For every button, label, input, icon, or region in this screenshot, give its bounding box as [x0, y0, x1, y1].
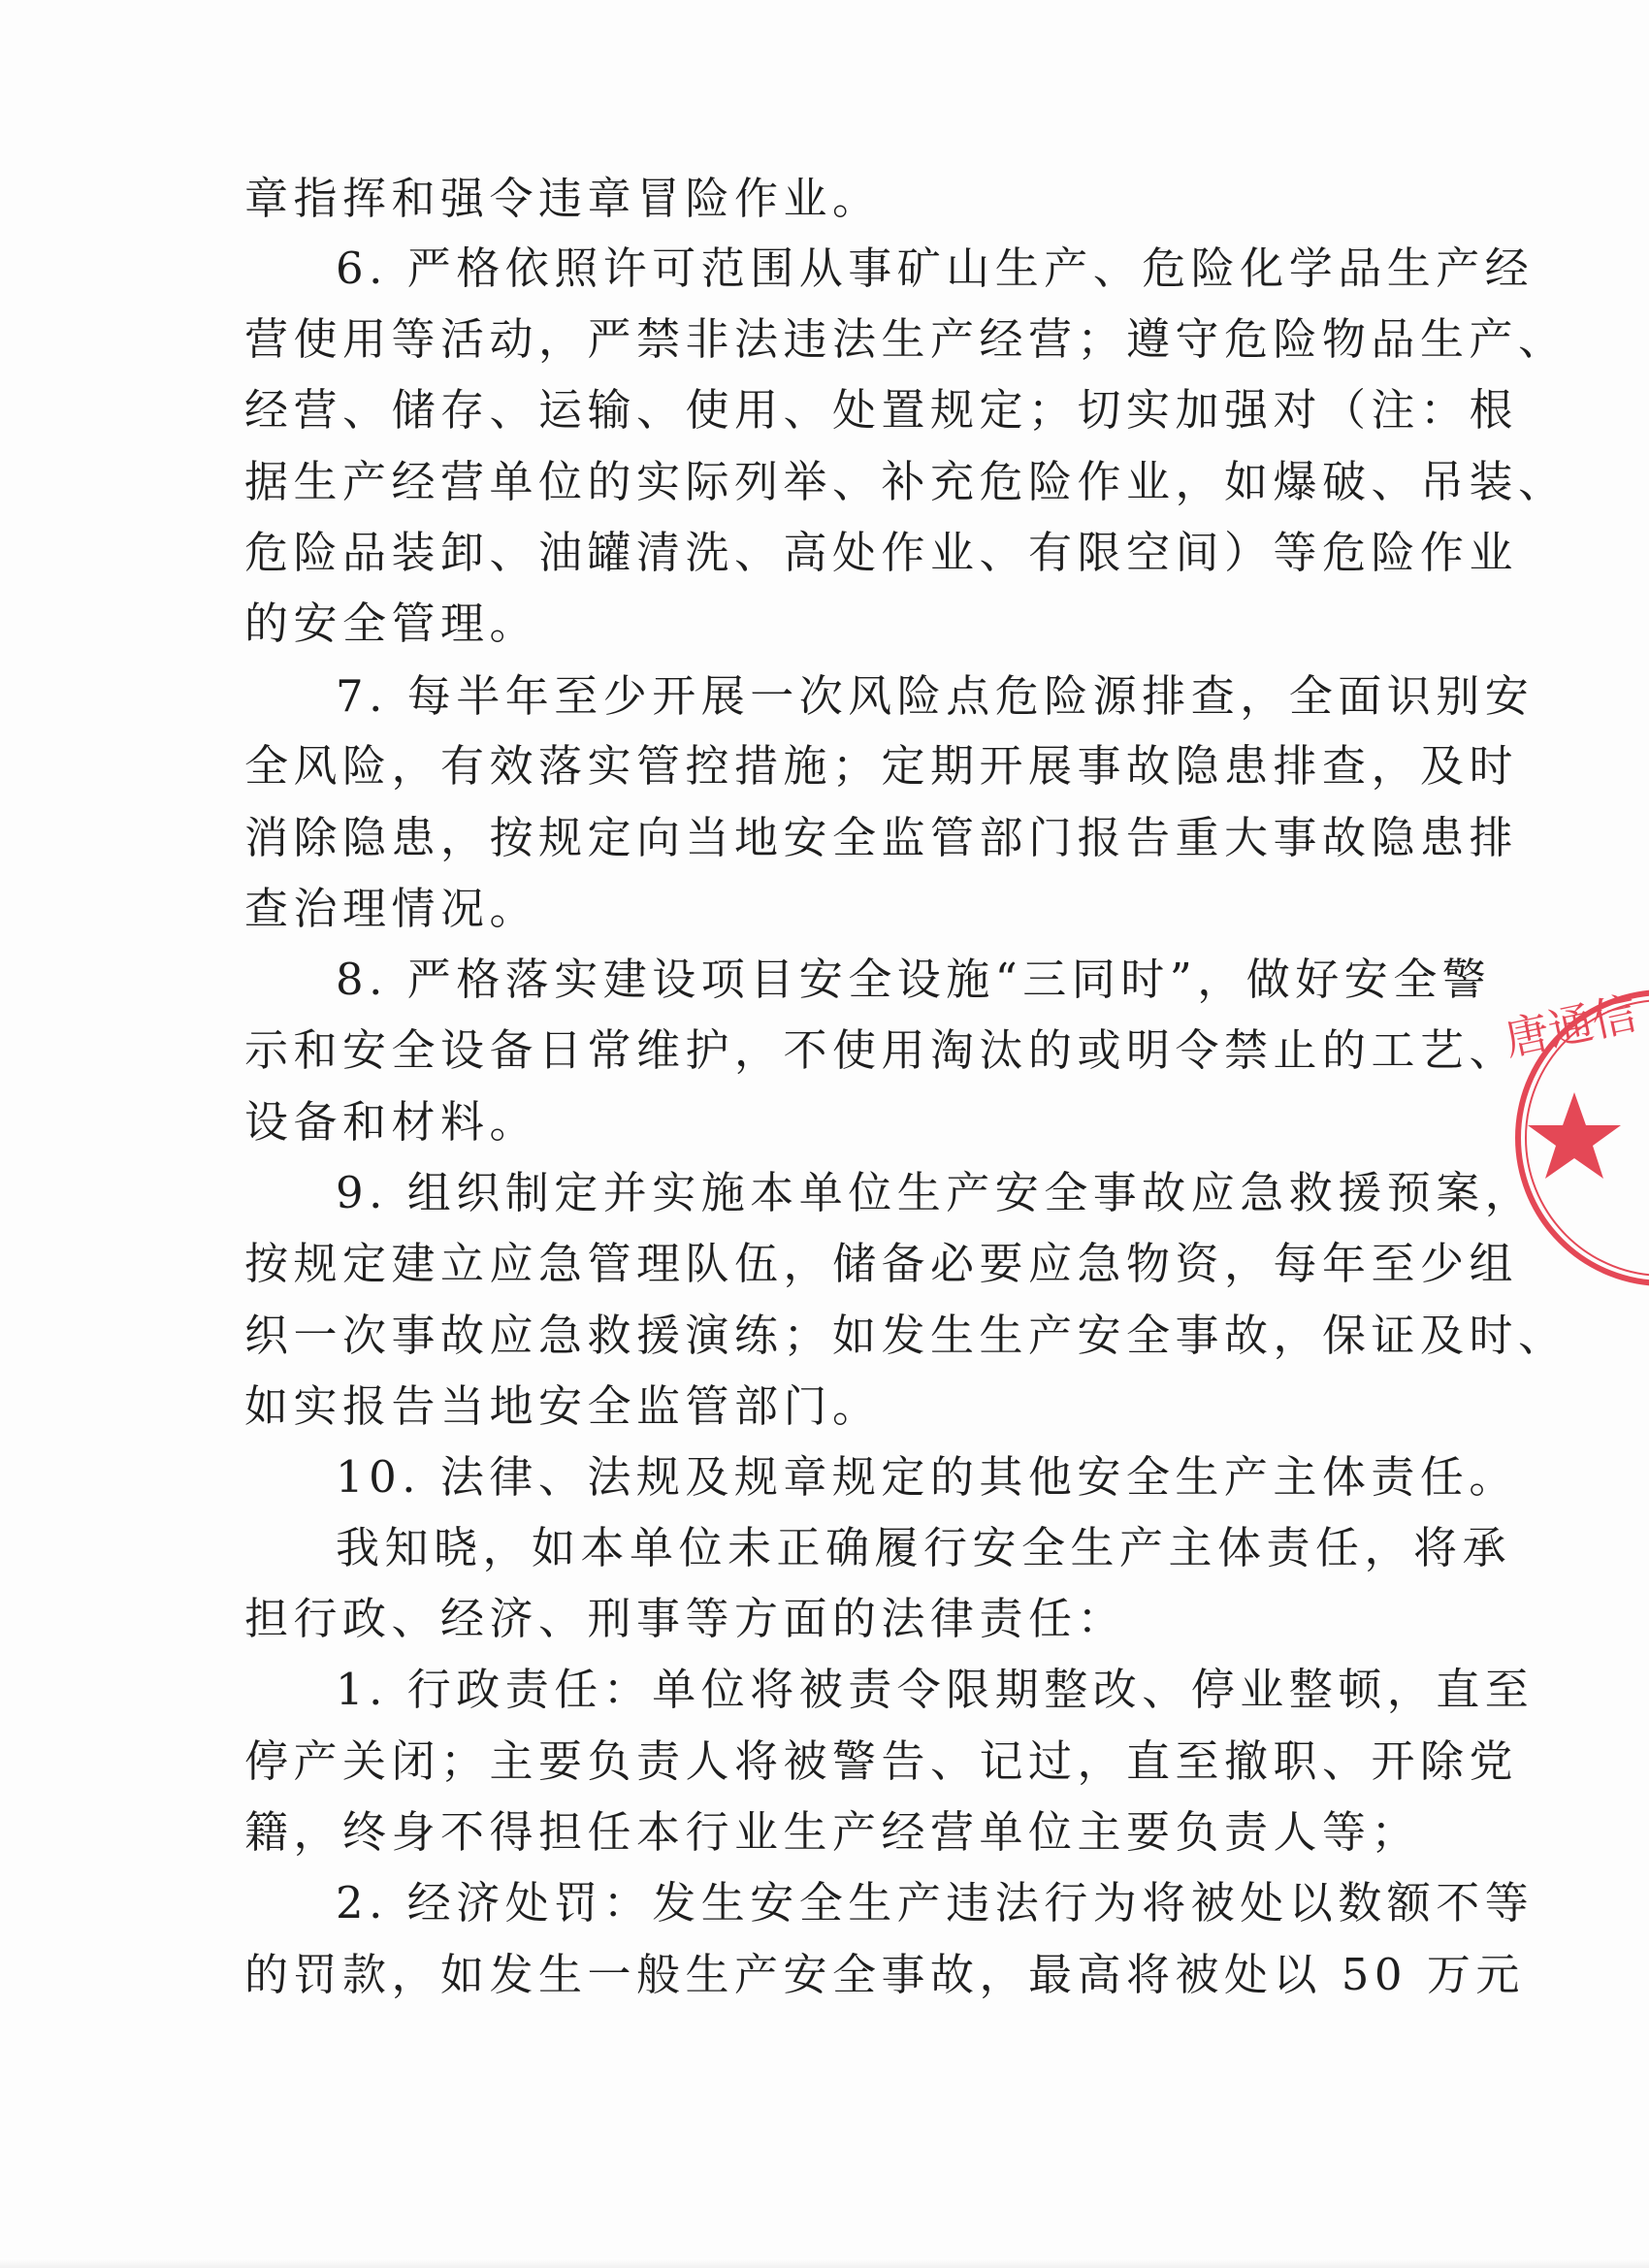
text-line: 据生产经营单位的实际列举、补充危险作业，如爆破、吊装、 [244, 456, 1568, 507]
text-line: 7. 每半年至少开展一次风险点危险源排查，全面识别安 [336, 670, 1535, 722]
text-line: 担行政、经济、刑事等方面的法律责任： [244, 1593, 1127, 1644]
text-line: 的罚款，如发生一般生产安全事故，最高将被处以 50 万元 [244, 1949, 1525, 2000]
text-line: 的安全管理。 [244, 598, 539, 649]
text-line: 9. 组织制定并实施本单位生产安全事故应急救援预案， [336, 1167, 1535, 1218]
seal-text: 唐通信 [1500, 987, 1642, 1066]
text-line: 消除隐患，按规定向当地安全监管部门报告重大事故隐患排 [244, 812, 1519, 863]
text-line: 危险品装卸、油罐清洗、高处作业、有限空间）等危险作业 [244, 527, 1519, 578]
text-line: 我知晓，如本单位未正确履行安全生产主体责任，将承 [336, 1522, 1512, 1573]
star-icon [1528, 1092, 1621, 1179]
text-line: 1. 行政责任：单位将被责令限期整改、停业整顿，直至 [336, 1664, 1535, 1715]
text-line: 2. 经济处罚：发生安全生产违法行为将被处以数额不等 [336, 1877, 1535, 1928]
official-seal [1474, 978, 1649, 1298]
text-line: 6. 严格依照许可范围从事矿山生产、危险化学品生产经 [336, 243, 1535, 294]
text-line: 10. 法律、法规及规章规定的其他安全生产主体责任。 [336, 1451, 1518, 1503]
text-line: 章指挥和强令违章冒险作业。 [244, 173, 882, 224]
text-line: 经营、储存、运输、使用、处置规定；切实加强对（注：根 [244, 384, 1519, 436]
text-line: 织一次事故应急救援演练；如发生生产安全事故，保证及时、 [244, 1310, 1568, 1361]
text-line: 全风险，有效落实管控措施；定期开展事故隐患排查，及时 [244, 740, 1519, 792]
text-line: 停产关闭；主要负责人将被警告、记过，直至撤职、开除党 [244, 1735, 1519, 1787]
text-line: 查治理情况。 [244, 883, 539, 934]
text-line: 营使用等活动，严禁非法违法生产经营；遵守危险物品生产、 [244, 313, 1568, 365]
text-line: 按规定建立应急管理队伍，储备必要应急物资，每年至少组 [244, 1238, 1519, 1289]
text-line: 示和安全设备日常维护，不使用淘汰的或明令禁止的工艺、 [244, 1024, 1519, 1076]
text-line: 籍，终身不得担任本行业生产经营单位主要负责人等； [244, 1806, 1421, 1858]
text-line: 8. 严格落实建设项目安全设施“三同时”，做好安全警 [336, 954, 1492, 1005]
text-line: 设备和材料。 [244, 1096, 539, 1148]
text-line: 如实报告当地安全监管部门。 [244, 1380, 882, 1432]
page-edge [0, 2258, 1649, 2268]
